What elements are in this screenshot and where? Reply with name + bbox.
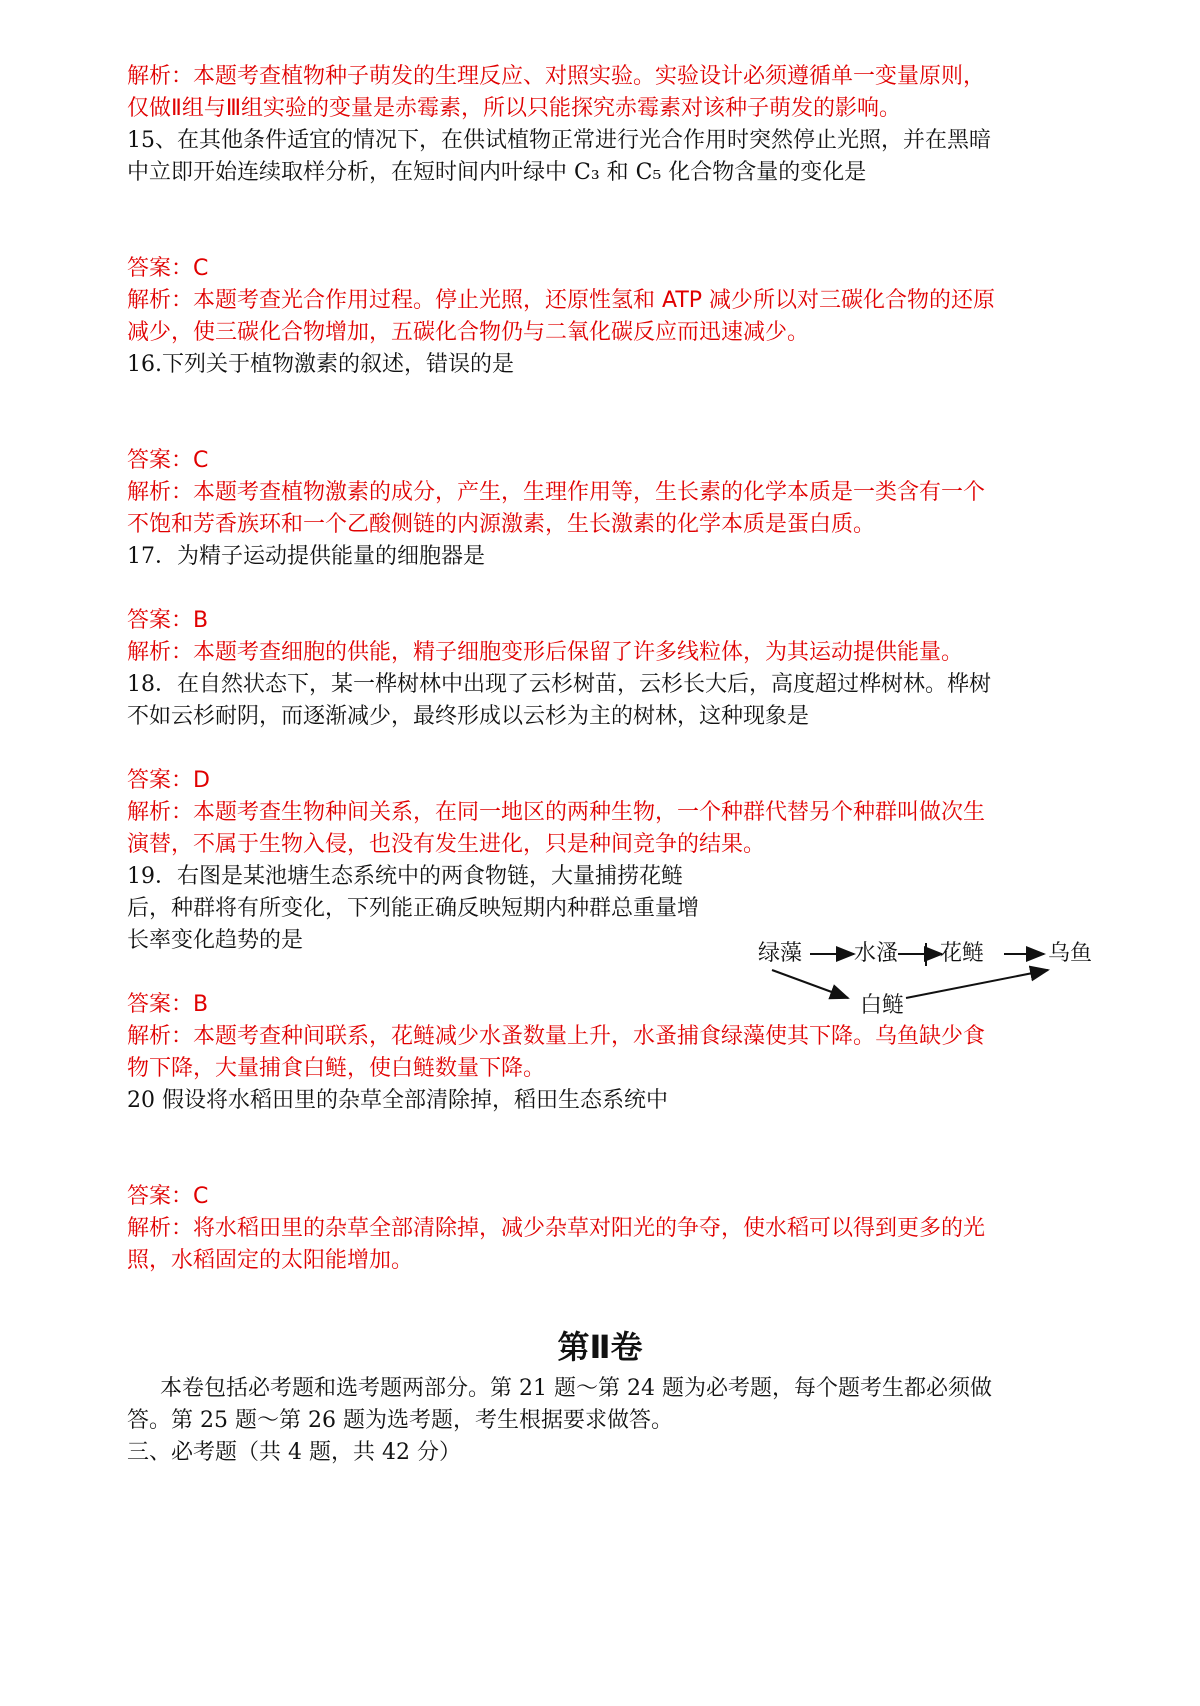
q20-answer: 答案：C: [127, 1184, 209, 1209]
q19-analysis-line-1: 解析：本题考查种间联系，花鲢减少水蚤数量上升，水蚤捕食绿藻使其下降。乌鱼缺少食: [127, 1024, 986, 1049]
q20-analysis-line-1: 解析：将水稻田里的杂草全部清除掉，减少杂草对阳光的争夺，使水稻可以得到更多的光: [127, 1216, 986, 1241]
q20-stem: 20 假设将水稻田里的杂草全部清除掉，稻田生态系统中: [127, 1088, 668, 1113]
q18-analysis-line-2: 演替，不属于生物入侵，也没有发生进化，只是种间竞争的结果。: [127, 832, 766, 857]
q19-analysis-line-2: 物下降，大量捕食白鲢，使白鲢数量下降。: [127, 1056, 546, 1081]
q16-analysis-line-1: 解析：本题考查植物激素的成分，产生，生理作用等，生长素的化学本质是一类含有一个: [127, 480, 986, 505]
section-title: 第Ⅱ卷: [557, 1328, 643, 1366]
q17-analysis: 解析：本题考查细胞的供能，精子细胞变形后保留了许多线粒体，为其运动提供能量。: [127, 640, 964, 665]
q18-stem-line-2: 不如云杉耐阴，而逐渐减少，最终形成以云杉为主的树林，这种现象是: [127, 704, 810, 729]
section-intro-line-2: 答。第 25 题～第 26 题为选考题，考生根据要求做答。: [127, 1408, 673, 1433]
section-intro-line-1: 本卷包括必考题和选考题两部分。第 21 题～第 24 题为必考题，每个题考生都必须做: [160, 1376, 992, 1401]
q16-stem: 16.下列关于植物激素的叙述，错误的是: [127, 352, 514, 377]
q18-answer: 答案：D: [127, 768, 210, 793]
q19-stem-line-1: 19．右图是某池塘生态系统中的两食物链，大量捕捞花鲢: [127, 864, 683, 889]
q15-analysis-line-2: 减少，使三碳化合物增加，五碳化合物仍与二氧化碳反应而迅速减少。: [127, 320, 810, 345]
q20-analysis-line-2: 照，水稻固定的太阳能增加。: [127, 1248, 414, 1273]
q17-answer: 答案：B: [127, 608, 209, 633]
node-silver-carp: 白鲢: [860, 993, 905, 1018]
q15-stem-line-1: 15、在其他条件适宜的情况下，在供试植物正常进行光合作用时突然停止光照，并在黑暗: [127, 128, 991, 153]
q15-analysis-line-1: 解析：本题考查光合作用过程。停止光照，还原性氢和 ATP 减少所以对三碳化合物的还原: [127, 288, 996, 313]
q18-analysis-line-1: 解析：本题考查生物种间关系，在同一地区的两种生物，一个种群代替另个种群叫做次生: [127, 800, 986, 825]
q17-stem: 17．为精子运动提供能量的细胞器是: [127, 544, 485, 569]
q18-stem-line-1: 18．在自然状态下，某一桦树林中出现了云杉树苗，云杉长大后，高度超过桦树林。桦树: [127, 672, 991, 697]
q19-stem-line-2: 后，种群将有所变化，下列能正确反映短期内种群总重量增: [127, 896, 700, 921]
q15-answer: 答案：C: [127, 256, 209, 281]
node-daphnia: 水溞: [854, 941, 899, 966]
q16-analysis-line-2: 不饱和芳香族环和一个乙酸侧链的内源激素，生长激素的化学本质是蛋白质。: [127, 512, 876, 537]
required-section-heading: 三、必考题（共 4 题，共 42 分）: [127, 1440, 461, 1465]
q19-stem-line-3: 长率变化趋势的是: [127, 928, 304, 953]
q15-stem-line-2: 中立即开始连续取样分析，在短时间内叶绿中 C₃ 和 C₅ 化合物含量的变化是: [127, 160, 867, 185]
q16-answer: 答案：C: [127, 448, 209, 473]
node-snakehead: 乌鱼: [1048, 941, 1093, 966]
q14-analysis-line-1: 解析：本题考查植物种子萌发的生理反应、对照实验。实验设计必须遵循单一变量原则，: [127, 64, 986, 89]
node-green-algae: 绿藻: [758, 941, 803, 966]
q19-answer: 答案：B: [127, 992, 209, 1017]
node-bighead-carp: 花鲢: [940, 941, 985, 966]
q14-analysis-line-2: 仅做Ⅱ组与Ⅲ组实验的变量是赤霉素，所以只能探究赤霉素对该种子萌发的影响。: [127, 96, 901, 121]
